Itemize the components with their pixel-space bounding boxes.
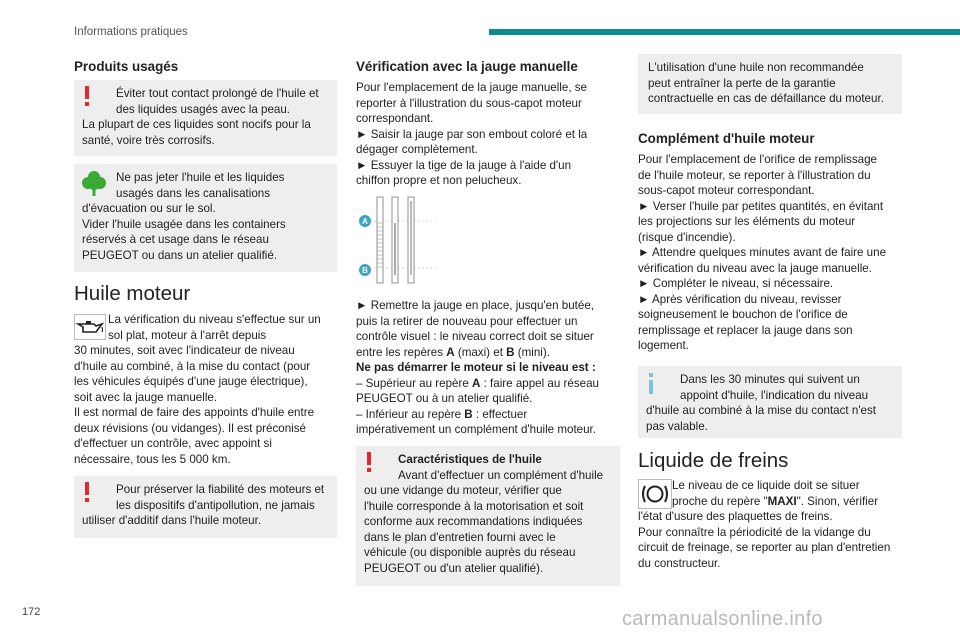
header-accent-bar [489, 29, 960, 35]
text-line: les dispositifs d'antipollution, ne jamais [116, 498, 315, 512]
text-line: Le niveau de ce liquide doit se situer [672, 479, 860, 492]
text-line: ► Attendre quelques minutes avant de faire une [638, 246, 887, 259]
warning-box-products [74, 80, 337, 156]
text-line: reporter à l'illustration du sous-capot moteur [356, 96, 582, 110]
text-line: Éviter tout contact prolongé de l'huile et [116, 87, 319, 100]
text-line: réservés à cet usage dans le réseau [82, 233, 269, 246]
text-line: santé, voire très corrosifs. [82, 133, 215, 147]
text-line: appoint d'huile, l'indication du niveau [680, 388, 869, 402]
text-line: La plupart de ces liquides sont nocifs pour la [82, 118, 311, 131]
bold-warning-line: Ne pas démarrer le moteur si le niveau est : [356, 361, 596, 374]
text-line: – Supérieur au repère A : faire appel au réseau [356, 376, 599, 390]
text-line: soigneusement le bouchon de l'orifice de [638, 308, 848, 321]
text-line: Ne pas jeter l'huile et les liquides [116, 171, 285, 184]
note-box-warranty [638, 54, 902, 114]
text-line: PEUGEOT ou à un atelier qualifié. [356, 392, 533, 405]
text-line: PEUGEOT ou dans un atelier qualifié. [82, 248, 278, 262]
products-title: Produits usagés [74, 59, 179, 74]
dipstick-title: Vérification avec la jauge manuelle [356, 59, 578, 74]
top-up-title: Complément d'huile moteur [638, 131, 815, 146]
warning-box-additive [74, 476, 337, 538]
text-line: (risque d'incendie). [638, 230, 736, 244]
text-line: pas valable. [646, 419, 708, 433]
text-line: l'huile corresponde à la motorisation et soit [364, 499, 584, 513]
text-line: contrôle visuel : le niveau correct doit se situer [356, 330, 594, 343]
text-line: d'évacuation ou sur le sol. [82, 202, 216, 215]
text-line: les véhicules équipés d'une jauge électrique), [74, 375, 308, 388]
text-line: PEUGEOT ou d'un atelier qualifié). [364, 561, 544, 575]
text-line: peut entraîner la perte de la garantie [648, 76, 836, 90]
running-header: Informations pratiques [74, 26, 188, 38]
text-line: utiliser d'additif dans l'huile moteur. [82, 514, 262, 527]
text-line: véhicule (ou disponible auprès du réseau [364, 546, 576, 559]
text-line: ► Saisir la jauge par son embout coloré et la [356, 127, 588, 141]
text-line: ► Verser l'huile par petites quantités, en évitant [638, 199, 884, 213]
text-line: Pour l'emplacement de la jauge manuelle, se [356, 81, 588, 94]
page-number: 172 [22, 606, 41, 618]
text-line: proche du repère "MAXI". Sinon, vérifier [672, 494, 879, 508]
text-line: dans le plan d'entretien fourni avec le [364, 530, 556, 544]
text-line: soit avec la jauge manuelle. [74, 390, 218, 404]
text-line: ► Remettre la jauge en place, jusqu'en butée, [356, 299, 594, 312]
text-line: ► Compléter le niveau, si nécessaire. [638, 277, 834, 290]
text-line: contractuelle en cas de défaillance du moteur. [648, 92, 884, 105]
dipstick-illustration [356, 193, 436, 285]
text-line: – Inférieur au repère B : effectuer [356, 407, 528, 421]
text-line: Vider l'huile usagée dans les containers [82, 217, 286, 231]
text-line: ou une vidange du moteur, vérifier que [364, 484, 562, 497]
text-line: d'effectuer un contrôle, avec appoint si [74, 437, 272, 450]
warning-box-oil-spec [356, 446, 620, 586]
text-line: Pour préserver la fiabilité des moteurs et [116, 483, 325, 496]
text-line: 30 minutes, soit avec l'indicateur de niveau [74, 344, 295, 357]
watermark: carmanualsonline.info [622, 608, 823, 630]
text-line: d'huile au combiné à la mise du contact n'est [646, 404, 876, 417]
text-line: usagés dans les canalisations [116, 186, 271, 200]
text-line: impérativement un complément d'huile moteur. [356, 423, 597, 436]
text-line: Avant d'effectuer un complément d'huile [398, 468, 604, 482]
text-line: dégager complètement. [356, 143, 478, 156]
text-line: deux révisions (ou vidanges). Il est préconisé [74, 421, 306, 435]
brake-fluid-title: Liquide de freins [638, 449, 789, 472]
text-line: conforme aux recommandations indiquées [364, 515, 583, 528]
text-line: ► Essuyer la tige de la jauge à l'aide d'un [356, 158, 572, 172]
info-box-30min [638, 366, 902, 438]
eco-box [74, 164, 337, 272]
text-line: logement. [638, 339, 689, 352]
text-line: les projections sur les éléments du moteur [638, 215, 856, 228]
text-line: nécessaire, tous les 5 000 km. [74, 452, 231, 466]
text-line: Il est normal de faire des appoints d'huile entre [74, 406, 315, 419]
text-line: L'utilisation d'une huile non recommandée [648, 61, 864, 74]
text-line: sous-capot moteur correspondant. [638, 184, 815, 197]
text-line: ► Après vérification du niveau, revisser [638, 292, 842, 306]
text-line: circuit de freinage, se reporter au plan d'entretien [638, 541, 891, 554]
text-line: Dans les 30 minutes qui suivent un [680, 373, 860, 386]
text-line: Pour connaître la périodicité de la vidange du [638, 525, 871, 539]
text-line: du constructeur. [638, 556, 721, 570]
marker-b-label: B [362, 266, 368, 275]
warning-title: Caractéristiques de l'huile [398, 453, 542, 466]
marker-a-label: A [362, 217, 368, 226]
text-line: de l'huile moteur, se reporter à l'illustration du [638, 168, 871, 182]
text-line: sol plat, moteur à l'arrêt depuis [108, 328, 267, 342]
text-line: entre les repères A (maxi) et B (mini). [356, 345, 550, 359]
text-line: l'état d'usure des plaquettes de freins. [638, 510, 833, 523]
text-line: puis la retirer de nouveau pour effectuer un [356, 314, 578, 328]
text-line: correspondant. [356, 112, 434, 125]
oil-section-title: Huile moteur [74, 282, 191, 305]
text-line: remplissage et replacer la jauge dans son [638, 323, 853, 337]
text-line: d'huile au combiné, à la mise du contact (pour [74, 359, 311, 373]
text-line: Pour l'emplacement de l'orifice de remplissage [638, 153, 877, 166]
text-line: des liquides usagés avec la peau. [116, 102, 291, 116]
text-line: La vérification du niveau s'effectue sur un [108, 313, 321, 326]
text-line: vérification du niveau avec la jauge manuelle. [638, 261, 872, 275]
text-line: chiffon propre et non pelucheux. [356, 174, 522, 187]
